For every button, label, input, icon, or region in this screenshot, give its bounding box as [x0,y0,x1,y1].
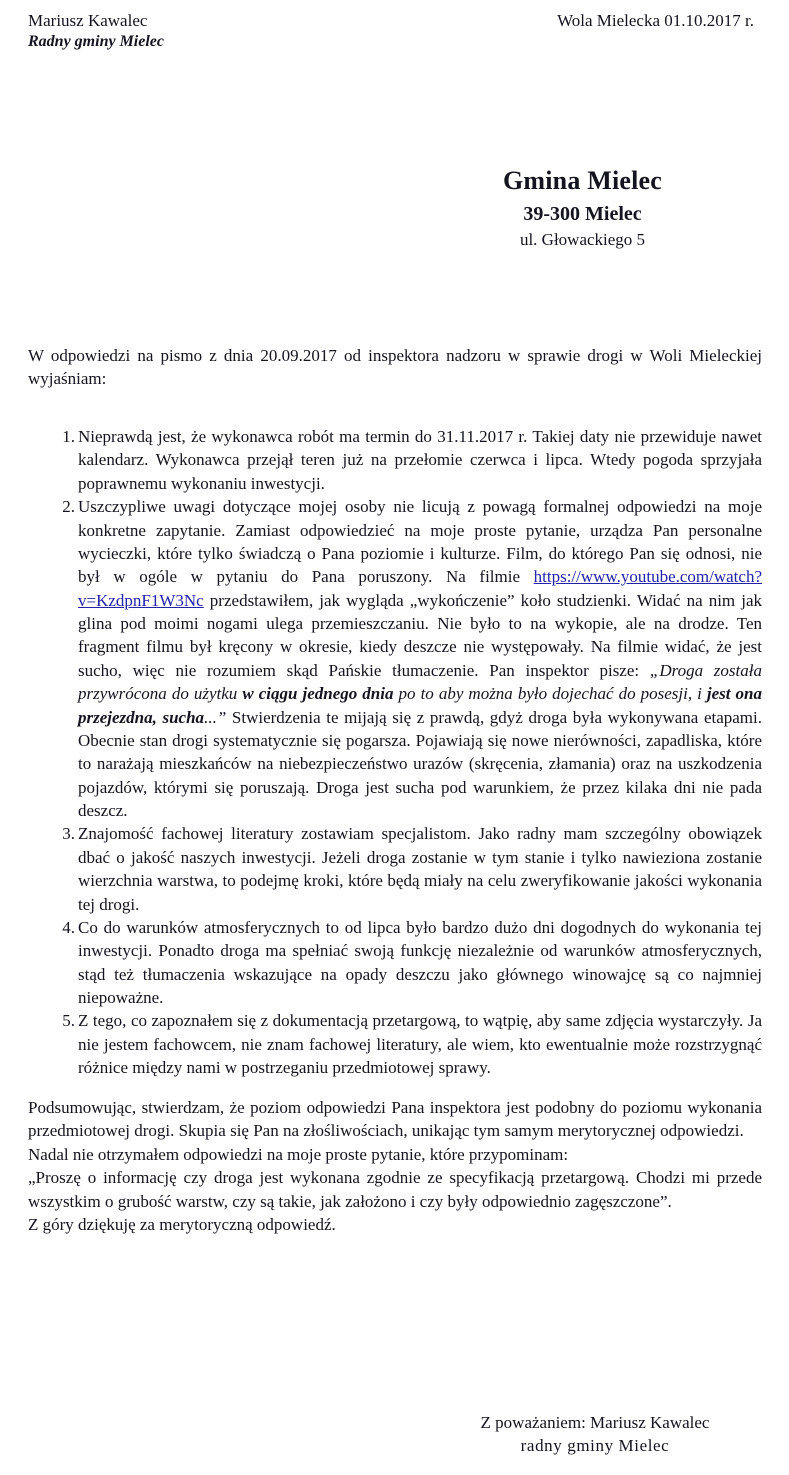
youtube-video-link[interactable]: https://www.youtube.com/watch?v=KzdpnF1W3Nc [78,567,762,610]
list-item-number: 2. [62,497,75,517]
signature-block [430,1412,760,1458]
point2-text-before-link: Uszczypliwe uwagi dotyczące mojej osoby nie licują z powagą formalnej odpowiedzi na moje konkretne zapytanie. Zamiast odpowiedzieć na moje proste pytanie, urządza Pan personalne wycieczki, które tylko świadczą o Pana poziomie i kulturze. Film, do którego Pan się odnosi, nie był w ogóle w pytaniu do Pana poruszony. Na filmie [78,497,762,587]
signature-name-line: Z poważaniem: Mariusz Kawalec [480,1413,710,1432]
quote-bold-part-2: jest ona przejezdna, sucha [78,684,762,727]
addressee-block [380,164,785,251]
list-item-text [78,495,762,822]
list-item-number: 1. [62,427,75,446]
numbered-points-list [28,425,762,1080]
sender-name: Mariusz Kawalec [28,11,148,30]
quote-bold-part-1: w ciągu jednego dnia [242,684,394,704]
list-item [28,822,762,916]
letter-header [28,10,762,53]
quote-italic-part-2: po to aby można było dojechać do posesji, i [393,684,707,704]
list-item-number: 3. [62,824,75,844]
addressee-name: Gmina Mielec [502,166,663,195]
addressee-street: ul. Głowackiego 5 [519,229,646,249]
list-item [28,425,762,495]
list-item-text: Co do warunków atmosferycznych to od lipca było bardzo dużo dni dogodnych do wykonania tej inwestycji. Ponadto droga ma spełniać swoją funkcję niezależnie od warunków atmosferycznych, stąd też tłumaczenia wskazujące na opady deszczu jako głównego winowajcę są co najmniej niepoważne. [78,917,762,1007]
list-item-text: Znajomość fachowej literatury zostawiam specjalistom. Jako radny mam szczególny obowiązek dbać o jakość naszych inwestycji. Jeżeli droga zostanie w tym stanie i tylko nawieziona zostanie wierzchnia warstwa, to podejmę kroki, które będą miały na celu zweryfikowanie jakości wykonania tej drogi. [78,824,762,914]
intro-paragraph: W odpowiedzi na pismo z dnia 20.09.2017 od inspektora nadzoru w sprawie drogi w Woli Mieleckiej wyjaśniam: [28,346,762,389]
closing-paragraph-3: „Proszę o informację czy droga jest wykonana zgodnie ze specyfikacją przetargową. Chodzi mi przede wszystkim o grubość warstw, czy są takie, jak założono i czy były odpowiednio zagęszczone”. [28,1168,762,1211]
closing-paragraph-1: Podsumowując, stwierdzam, że poziom odpowiedzi Pana inspektora jest podobny do poziomu wykonania przedmiotowej drogi. Skupia się Pan na złośliwościach, unikając tym samym merytorycznej odpowiedzi. [28,1098,762,1141]
point2-text-after-quote: Stwierdzenia te mijają się z prawdą, gdyż droga była wykonywana etapami. Obecnie stan drogi systematycznie się pogarsza. Pojawiają się nowe nierówności, zapadliska, które to narażają mieszkańców na niebezpieczeństwo urazów (skręcenia, złamania) oraz na uszkodzenia pojazdów, którymi się poruszają. Droga jest sucha pod warunkiem, że przez kilaka dni nie pada deszcz. [78,707,762,820]
closing-paragraph-4: Z góry dziękuję za merytoryczną odpowiedź. [28,1214,336,1234]
list-item [28,916,762,1010]
sender-role: Radny gminy Mielec [28,33,164,51]
place-and-date: Wola Mielecka 01.10.2017 r. [557,11,754,30]
quote-italic-part-1: „Droga została przywrócona do użytku [78,660,762,704]
closing-paragraph-2: Nadal nie otrzymałem odpowiedzi na moje proste pytanie, które przypominam: [28,1144,569,1164]
closing-section [28,1096,762,1236]
list-item-number: 5. [62,1011,75,1031]
sender-block [28,10,164,53]
quote-ellipsis-tail: ...” [204,707,227,727]
list-item-text: Nieprawdą jest, że wykonawca robót ma termin do 31.11.2017 r. Takiej daty nie przewiduje nawet kalendarz. Wykonawca przejął teren już na przełomie czerwca i lipca. Wtedy pogoda sprzyjała poprawnemu wykonaniu inwestycji. [78,427,762,493]
point2-text-after-link: przedstawiłem, jak wygląda „wykończenie” koło studzienki. Widać na nim jak glina pod moimi nogami ulega przemieszczaniu. Nie było to na wykopie, ale na drodze. Ten fragment filmu był kręcony w okresie, kiedy deszcze nie występowały. Na filmie widać, że jest sucho, więc nie rozumiem skąd Pańskie tłumaczenie. Pan inspektor pisze: [78,590,762,680]
list-item [28,1009,762,1079]
signature-role-line: radny gminy Mielec [520,1435,670,1455]
list-item [28,495,762,822]
addressee-postal-city: 39-300 Mielec [523,202,642,225]
list-item-number: 4. [62,917,75,937]
list-item-text: Z tego, co zapoznałem się z dokumentacją przetargową, to wątpię, aby same zdjęcia wystarczyły. Ja nie jestem fachowcem, nie znam fachowej literatury, ale wiem, kto ewentualnie może rozstrzygnąć różnice między nami w postrzeganiu przedmiotowej sprawy. [78,1011,762,1078]
